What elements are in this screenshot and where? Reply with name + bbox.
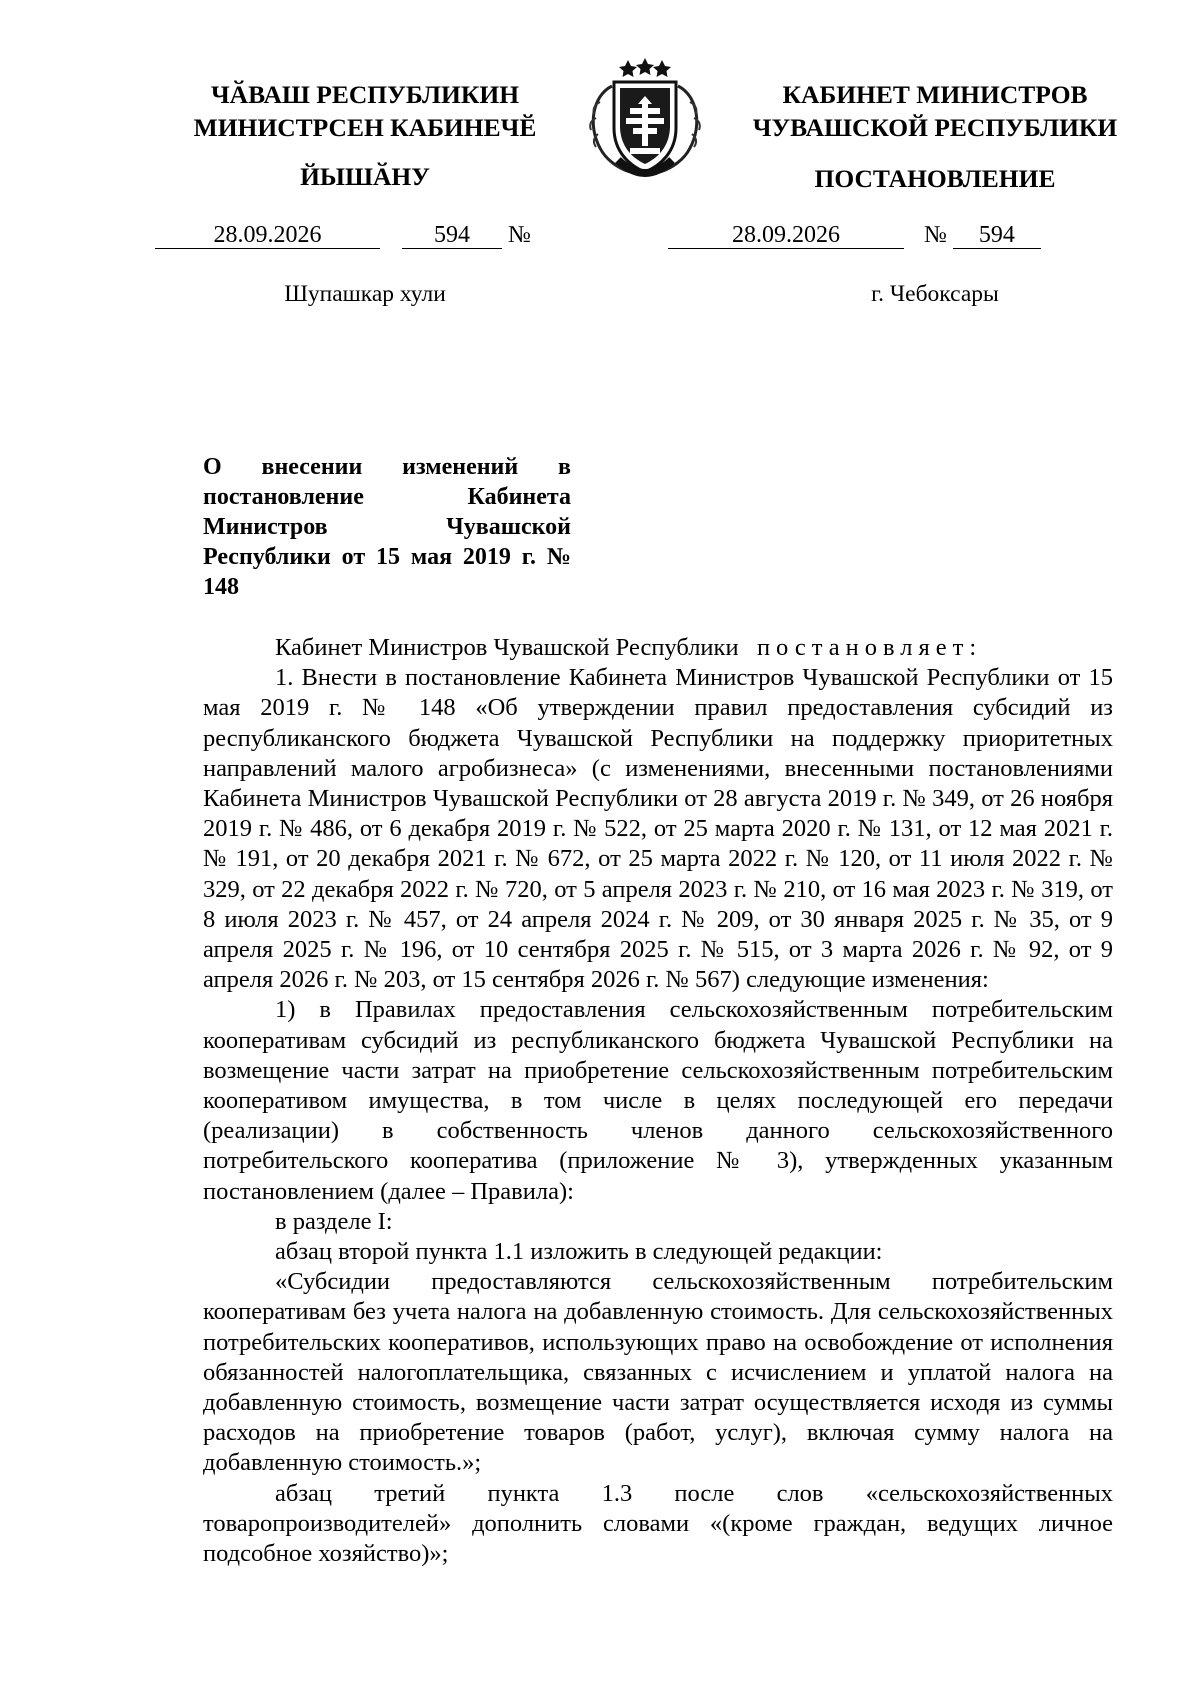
coat-of-arms-emblem — [578, 56, 712, 184]
paragraph-3: в разделе I: — [275, 1207, 393, 1235]
number-sign-right: № — [924, 222, 947, 248]
number-line-left — [155, 222, 531, 252]
header-right-title — [725, 78, 1145, 144]
doctype-right: ПОСТАНОВЛЕНИЕ — [814, 164, 1056, 193]
date-left: 28.09.2026 — [155, 222, 380, 249]
number-sign-left: № — [508, 222, 531, 248]
city-left: Шупашкар хули — [284, 281, 446, 307]
paragraph-2: 1) в Правилах предоставления сельскохозяйственным потребительским кооперативам субсидий из республиканского бюджета Чувашской Республики на возмещение части затрат на приобретение сельскохозяйственным потребительским кооперативом имущества, в том числе в целях последующей его передачи (реализации) в собственность членов данного сельскохозяйственного потребительского кооператива (приложение № 3), утвержденных указанным постановлением (далее – Правила): — [203, 996, 1113, 1205]
number-left: 594 — [402, 222, 502, 249]
date-right: 28.09.2026 — [668, 222, 904, 249]
paragraph-5: «Субсидии предоставляются сельскохозяйственным потребительским кооперативам без учета налога на добавленную стоимость. Для сельскохозяйственных потребительских кооперативов, использующих право на освобождение от исполнения обязанностей налогоплательщика, связанных с исчислением и уплатой налога на добавленную стоимость, возмещение части затрат осуществляется исходя из суммы расходов на приобретение товаров (работ, услуг), включая сумму налога на добавленную стоимость.»; — [203, 1268, 1113, 1477]
number-right: 594 — [953, 222, 1041, 249]
city-right: г. Чебоксары — [871, 281, 999, 307]
paragraph-4: абзац второй пункта 1.1 изложить в следующей редакции: — [275, 1238, 883, 1266]
document-subject: О внесении изменений в постановление Кабинета Министров Чувашской Республики от 15 мая 2019 г. № 148 — [203, 454, 571, 600]
header-left-title — [160, 78, 570, 144]
header-left-line2: МИНИСТРСЕН КАБИНЕЧӖ — [193, 113, 537, 142]
header-left-line1: ЧӐВАШ РЕСПУБЛИКИН — [210, 80, 520, 109]
paragraph-6: абзац третий пункта 1.3 после слов «сельскохозяйственных товаропроизводителей» дополнить словами «(кроме граждан, ведущих личное подсобное хозяйство)»; — [203, 1479, 1113, 1568]
intro-paragraph — [203, 633, 1113, 663]
doctype-left: ЙЫШӐНУ — [300, 162, 430, 191]
intro-text: Кабинет Министров Чувашской Республики — [275, 634, 739, 661]
header-right-line2: ЧУВАШСКОЙ РЕСПУБЛИКИ — [752, 113, 1118, 142]
intro-verb: постановляет: — [756, 634, 983, 661]
paragraph-1: 1. Внести в постановление Кабинета Министров Чувашской Республики от 15 мая 2019 г. № 148 «Об утверждении правил предоставления субсидий из республиканского бюджета Чувашской Республики на поддержку приоритетных направлений малого агробизнеса» (с изменениями, внесенными постановлениями Кабинета Министров Чувашской Республики от 28 августа 2019 г. № 349, от 26 ноября 2019 г. № 486, от 6 декабря 2019 г. № 522, от 25 марта 2020 г. № 131, от 12 мая 2021 г. № 191, от 20 декабря 2021 г. № 672, от 25 марта 2022 г. № 120, от 11 июля 2022 г. № 329, от 22 декабря 2022 г. № 720, от 5 апреля 2023 г. № 210, от 16 мая 2023 г. № 319, от 8 июля 2023 г. № 457, от 24 апреля 2024 г. № 209, от 30 января 2025 г. № 35, от 9 апреля 2025 г. № 196, от 10 сентября 2025 г. № 515, от 3 марта 2026 г. № 92, от 9 апреля 2026 г. № 203, от 15 сентября 2026 г. № 567) следующие изменения: — [203, 664, 1113, 994]
number-line-right — [668, 222, 1041, 252]
header-right-line1: КАБИНЕТ МИНИСТРОВ — [782, 80, 1088, 109]
document-body — [203, 633, 1113, 1569]
